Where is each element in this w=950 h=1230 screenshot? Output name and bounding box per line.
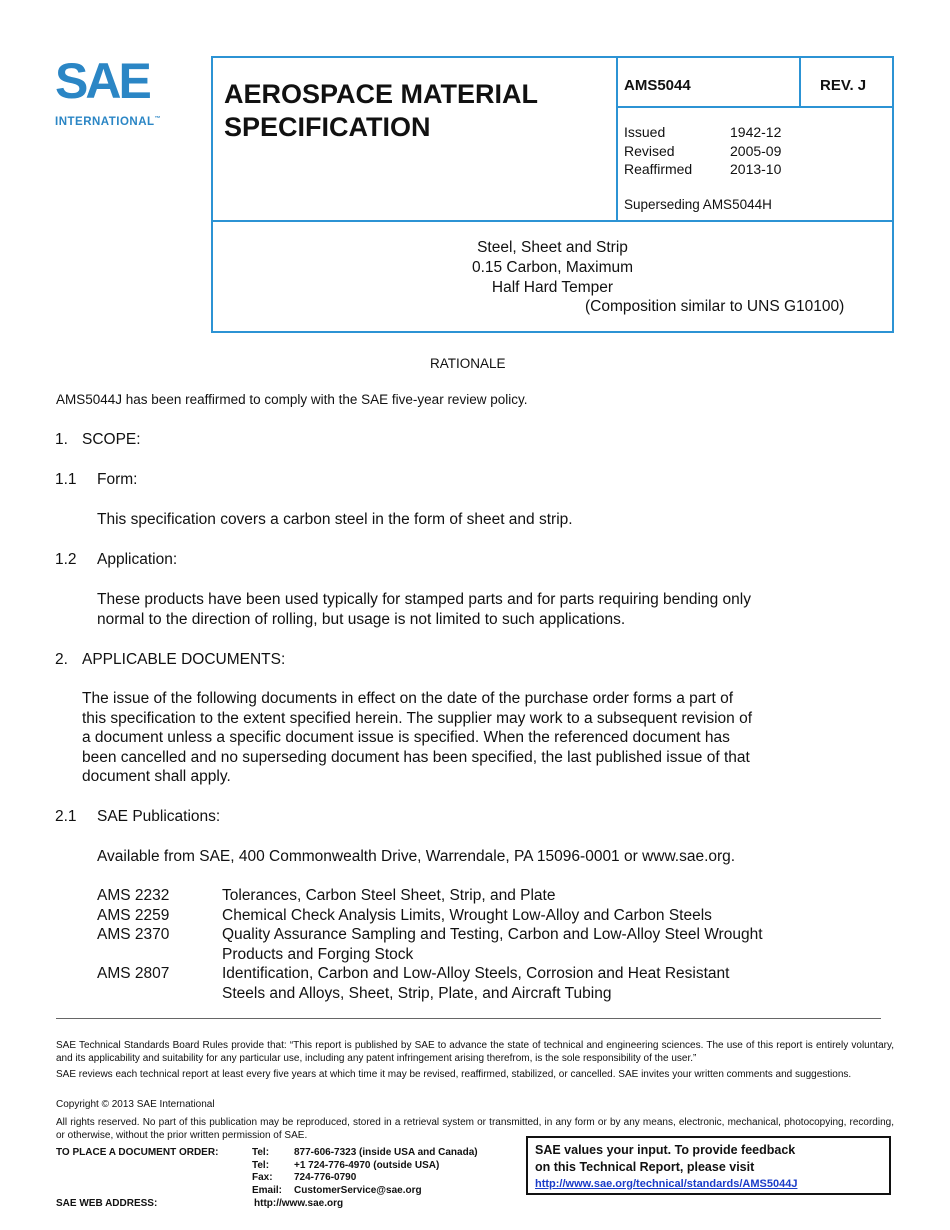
date-block: Issued 1942-12 Revised 2005-09 Reaffirmed 2013-10: [624, 124, 782, 177]
section-number: 2.1: [55, 808, 77, 825]
section-title: Form:: [97, 471, 138, 488]
header-divider: [616, 56, 618, 222]
footer-review: SAE reviews each technical report at least every five years at which time it may be revised, reaffirmed, stabilized, or cancelled. SAE invites your written comments and suggestions.: [56, 1069, 852, 1080]
header-divider: [617, 106, 894, 108]
section-text: This specification covers a carbon steel in the form of sheet and strip.: [97, 511, 573, 528]
list-item: AMS 2807 Identification, Carbon and Low-Alloy Steels, Corrosion and Heat Resistant Steels and Alloys, Sheet, Strip, Plate, and Aircraft Tubing: [97, 965, 730, 1002]
order-label: TO PLACE A DOCUMENT ORDER:: [56, 1147, 219, 1158]
rationale-heading: RATIONALE: [430, 356, 506, 371]
logo-letters: SAE: [55, 53, 149, 109]
web-label: SAE WEB ADDRESS:: [56, 1198, 158, 1209]
issued-date: 1942-12: [730, 124, 782, 140]
subject-block: Steel, Sheet and Strip 0.15 Carbon, Maximum Half Hard Temper: [471, 239, 634, 296]
footer-rights: All rights reserved. No part of this publication may be reproduced, stored in a retrieval system or transmitted, in any form or by any means, electronic, mechanical, photocopying, recording, or otherwise, without the prior written permission of SAE.: [56, 1117, 894, 1141]
section-number: 2.: [55, 651, 68, 668]
ams-number: AMS5044: [624, 77, 691, 94]
sae-logo: [55, 53, 185, 136]
section-text: These products have been used typically for stamped parts and for parts requiring bending only normal to the direction of rolling, but usage is not limited to such applications.: [97, 591, 751, 628]
superseding: Superseding AMS5044H: [624, 197, 772, 212]
section-text: The issue of the following documents in effect on the date of the purchase order forms a part of this specification to the extent specified herein. The supplier may work to a subsequent revision of a document unless a specific document issue is specified. When the referenced document has been cancelled and no superseding document has been specified, the last published issue of that document shall apply.: [82, 690, 753, 785]
section-title: SCOPE:: [82, 431, 141, 448]
section-number: 1.2: [55, 551, 77, 568]
section-title: Application:: [97, 551, 178, 568]
list-item: AMS 2232 Tolerances, Carbon Steel Sheet, Strip, and Plate: [97, 887, 556, 904]
document-title: AEROSPACE MATERIAL SPECIFICATION: [224, 79, 539, 142]
feedback-text: SAE values your input. To provide feedback on this Technical Report, please visit http://www.sae.org/technical/standards/AMS5044J: [535, 1143, 798, 1190]
section-number: 1.1: [55, 471, 77, 488]
section-title: APPLICABLE DOCUMENTS:: [82, 651, 286, 668]
feedback-link[interactable]: http://www.sae.org/technical/standards/AMS5044J: [535, 1178, 798, 1190]
rationale-text: AMS5044J has been reaffirmed to comply with the SAE five-year review policy.: [56, 392, 528, 407]
header-divider: [211, 220, 894, 222]
revised-date: 2005-09: [730, 142, 782, 159]
revision: REV. J: [820, 77, 867, 94]
footer-board-rules: SAE Technical Standards Board Rules provide that: “This report is published by SAE to advance the state of technical and engineering sciences. The use of this report is entirely voluntary, and its applicability and suitability for any particular use, including any patent infringement arising therefrom, is the sole responsibility of the user.”: [56, 1040, 894, 1064]
footer-copyright: Copyright © 2013 SAE International: [56, 1099, 215, 1110]
order-contacts: Tel: 877-606-7323 (inside USA and Canada) Tel: +1 724-776-4970 (outside USA) Fax: 724-776-0790 Email: CustomerService@sae.org: [252, 1147, 478, 1196]
list-item: AMS 2259 Chemical Check Analysis Limits, Wrought Low-Alloy and Carbon Steels: [97, 907, 712, 924]
composition: (Composition similar to UNS G10100): [585, 298, 845, 315]
section-text: Available from SAE, 400 Commonwealth Drive, Warrendale, PA 15096-0001 or www.sae.org.: [97, 848, 736, 865]
header-divider: [799, 56, 801, 108]
reaffirmed-date: 2013-10: [730, 161, 782, 177]
web-address[interactable]: http://www.sae.org: [254, 1198, 344, 1209]
list-item: AMS 2370 Quality Assurance Sampling and Testing, Carbon and Low-Alloy Steel Wrought Products and Forging Stock: [97, 926, 763, 963]
footer-rule: [56, 1018, 881, 1019]
section-title: SAE Publications:: [97, 808, 221, 825]
section-number: 1.: [55, 431, 68, 448]
logo-subtitle: INTERNATIONAL™: [55, 116, 162, 128]
